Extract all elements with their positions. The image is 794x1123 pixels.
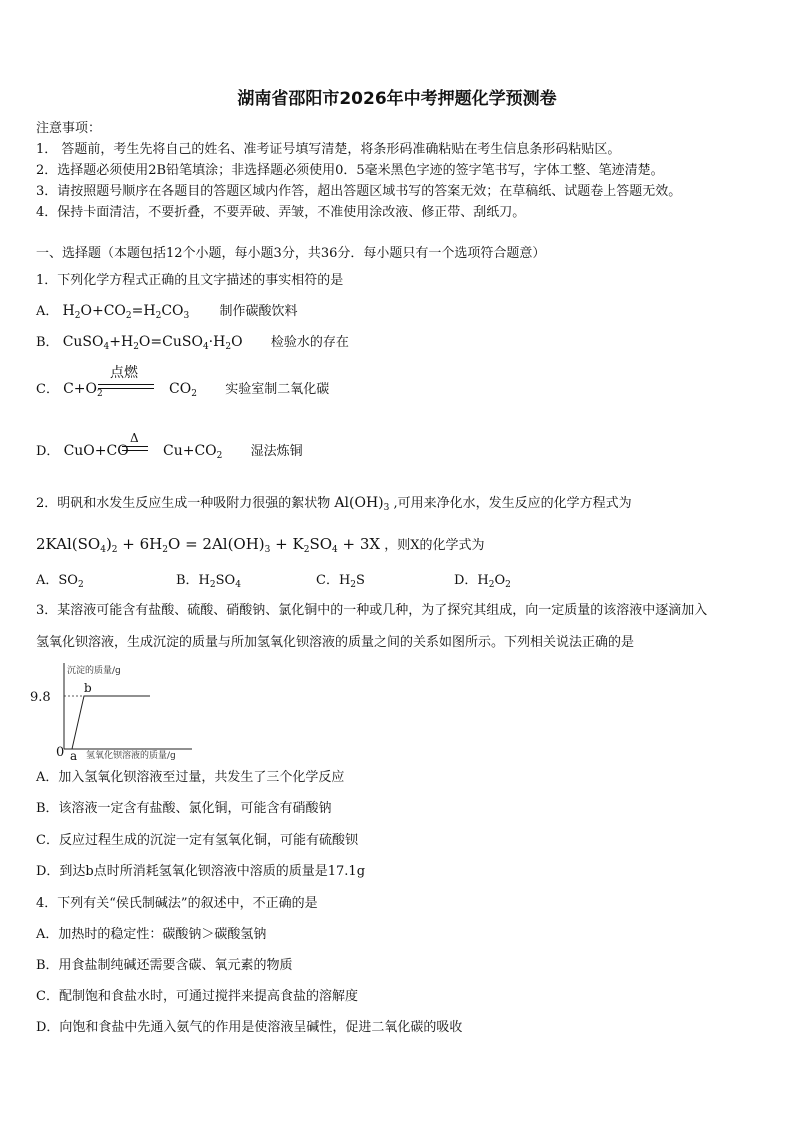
q4-option-c: C．配制饱和食盐水时，可通过搅拌来提高食盐的溶解度 [36,989,358,1004]
q1-d-left: CuO+CO [63,443,129,459]
option-label: D． [36,444,60,459]
y-tick-label: 9.8 [30,690,51,705]
x-axis-label: 氢氧化钡溶液的质量/g [86,751,176,761]
notice-item: 2．选择题必须使用2B铅笔填涂；非选择题必须使用0．5毫米黑色字迹的签字笔书写，字体工整、笔迹清楚。 [36,163,664,178]
q3-option-a: A．加入氢氧化钡溶液至过量，共发生了三个化学反应 [36,770,345,785]
option-label: B． [36,335,59,350]
q1-a-equation: $H_2O+CO_2=H_2CO_3$ [62,303,190,321]
section-heading: 一、选择题（本题包括12个小题，每小题3分，共36分．每小题只有一个选项符合题意） [36,246,546,261]
q3-option-c: C．反应过程生成的沉淀一定有氢氧化铜，可能有硫酸钡 [36,833,358,848]
notice-heading: 注意事项： [36,121,102,136]
q2-option-c: C．$H_2S$ [316,573,365,590]
option-label: C． [36,382,59,397]
q4-option-b: B．用食盐制纯碱还需要含碳、氧元素的物质 [36,958,293,973]
q4-option-a: A．加热时的稳定性：碳酸钠＞碳酸氢钠 [36,927,267,942]
series-line [64,696,150,749]
q2-option-d: D．$H_2O_2$ [454,573,511,590]
q2-stem-part: 2．明矾和水发生反应生成一种吸附力很强的絮状物 [36,496,331,511]
notice-item: 1． 答题前，考生先将自己的姓名、准考证号填写清楚，将条形码准确粘贴在考生信息条形码粘贴区。 [36,142,621,157]
precipitate-graph [58,661,194,761]
notice-item: 3．请按照题号顺序在各题目的答题区域内作答，超出答题区域书写的答案无效；在草稿纸、试题卷上答题无效。 [36,184,682,199]
q3-stem-line2: 氢氧化钡溶液，生成沉淀的质量与所加氢氧化钡溶液的质量之间的关系如图所示。下列相关说法正确的是 [36,635,635,650]
q3-option-b: B．该溶液一定含有盐酸、氯化铜，可能含有硝酸钠 [36,801,332,816]
equation-equals-bar [98,384,154,389]
q1-b-equation: $CuSO_4+H_2O=CuSO_4\cdot H_2O$ [62,334,243,352]
q4-stem: 4．下列有关“侯氏制碱法”的叙述中，不正确的是 [36,896,318,911]
q3-stem-line1: 3．某溶液可能含有盐酸、硫酸、硝酸钠、氯化铜中的一种或几种，为了探究其组成，向一定质量的该溶液中逐滴加入 [36,603,708,618]
q1-stem: 1．下列化学方程式正确的且文字描述的事实相符的是 [36,273,344,288]
q1-c-desc: 实验室制二氧化碳 [225,382,330,397]
q4-option-d: D．向饱和食盐中先通入氨气的作用是使溶液呈碱性，促进二氧化碳的吸收 [36,1020,463,1035]
q2-stem-part: ,可用来净化水，发生反应的化学方程式为 [393,496,632,511]
q2-formula-aloh3: $Al(OH)_3$ [334,495,390,513]
q1-d-desc: 湿法炼铜 [250,444,303,459]
q1-option-c [36,381,329,398]
q2-stem-line2 [36,536,485,554]
q1-option-b [36,334,349,351]
q2-option-b: B．$H_2SO_4$ [176,573,241,590]
q1-b-desc: 检验水的存在 [270,335,349,350]
q1-option-a [36,303,298,320]
q2-stem-part: ，则X的化学式为 [384,538,485,553]
point-label-b: b [84,681,92,695]
option-label: A． [36,304,59,319]
q2-option-a: A．$SO_2$ [36,573,84,590]
q3-option-d: D．到达b点时所消耗氢氧化钡溶液中溶质的质量是17.1g [36,864,366,879]
point-label-a: a [70,749,78,761]
q1-c-right: $CO_2$ [169,381,197,399]
y-axis-label: 沉淀的质量/g [67,666,121,676]
page-title: 湖南省邵阳市2026年中考押题化学预测卷 [237,89,557,109]
condition-heat: Δ [130,431,139,445]
q2-equation: $2KAl(SO_4)_2 + 6H_2O = 2Al(OH)_3 + K_2SO_4 + 3X$ [36,535,381,555]
q1-option-d [36,443,303,460]
condition-ignite: 点燃 [110,365,138,381]
equation-equals-bar [122,446,148,451]
origin-label: 0 [56,745,65,760]
q1-d-right: $Cu+CO_2$ [163,443,223,461]
q1-c-left: $C+O_2$ [63,381,103,399]
q1-a-desc: 制作碳酸饮料 [219,304,298,319]
notice-item: 4．保持卡面清洁，不要折叠，不要弄破、弄皱，不准使用涂改液、修正带、刮纸刀。 [36,205,526,220]
q2-stem-line1 [36,495,632,512]
